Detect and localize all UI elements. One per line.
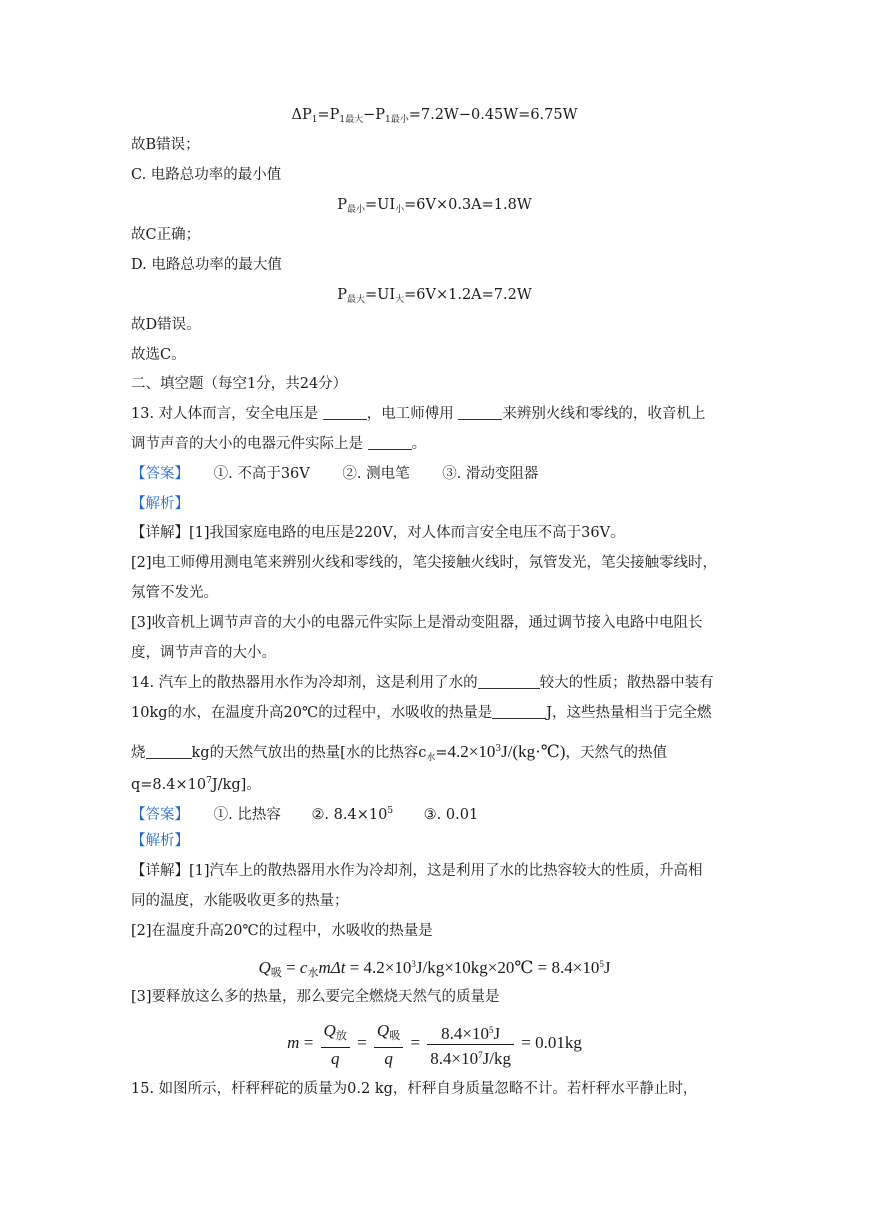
final-choice: 故选C。 [131,347,186,363]
q13-answer: 【答案】 ①. 不高于36V ②. 测电笔 ③. 滑动变阻器 [131,466,539,482]
equation-p-max: $P_{最大}=UI_大=6V\times 1.2A=7.2W$ [337,287,532,305]
q13-answer-1: ①. 不高于36V [213,466,310,482]
q13-answer-3: ③. 滑动变阻器 [442,466,539,482]
q14-detail-2: [2]在温度升高20℃的过程中，水吸收的热量是 [131,923,433,939]
q13-detail-3a: [3]收音机上调节声音的大小的电器元件实际上是滑动变阻器，通过调节接入电路中电阻长 [131,615,703,631]
equation-delta-p1: $\Delta P_1=P_{1最大}-P_{1最小}=7.2W-0.45W=6.75W$ [291,107,578,125]
q13-blank-1 [323,405,367,420]
q13-answer-2: ②. 测电笔 [342,466,410,482]
q14-blank-1 [478,674,540,689]
q14-answer: 【答案】 ①. 比热容 ②. $8.4\times 10^5$ ③. 0.01 [131,801,478,825]
option-d-text: D. 电路总功率的最大值 [131,257,282,273]
fraction-q-absorb: $\frac{Q_吸}{q}$ [374,1021,403,1068]
q14-answer-1: ①. 比热容 [213,807,281,823]
q13-line-2: 调节声音的大小的电器元件实际上是 。 [131,436,427,452]
section-title: 二、填空题（每空1分，共24分） [131,376,348,392]
q13-blank-3 [368,435,412,450]
q14-line-4: $q=8.4\times 10^7J/kg$]。 [131,776,261,793]
q14-detail-1a: 【详解】[1]汽车上的散热器用水作为冷却剂，这是利用了水的比热容较大的性质，升高相 [131,863,703,879]
q14-line-3: 烧 kg的天然气放出的热量[水的比热容$c_水=4.2\times 10^3J/(kg\cdot℃)$，天然气的热值 [131,742,667,763]
equation-gas-mass: m = $\frac{Q_放}{q}$ = $\frac{Q_吸}{q}$ = $\frac{8.4\times 10^5J}{8.4\times 10^7J/kg}$ = 0.01kg [287,1020,582,1068]
conclusion-d: 故D错误。 [131,317,201,333]
q13-detail-3b: 度，调节声音的大小。 [131,645,276,661]
q15-line-1: 15. 如图所示，杆秤秤砣的质量为0.2 kg，杆秤自身质量忽略不计。若杆秤水平静止时， [131,1081,698,1097]
q14-answer-2: ②. $8.4\times 10^5$ [311,806,394,823]
equation-heat-absorbed: $Q_吸 = c_水m\Delta t$ = $4.2\times 10^3J/kg\times 10kg\times 20℃ = 8.4\times 10^5J$ [258,958,611,979]
q14-detail-1b: 同的温度，水能吸收更多的热量； [131,893,349,909]
q13-detail-2b: 氖管不发光。 [131,585,218,601]
q14-line-1: 14. 汽车上的散热器用水作为冷却剂，这是利用了水的 较大的性质；散热器中装有 [131,675,714,691]
q13-detail-2a: [2]电工师傅用测电笔来辨别火线和零线的，笔尖接触火线时，氖管发光，笔尖接触零线时， [131,555,718,571]
q14-blank-3 [146,744,192,759]
q14-detail-3: [3]要释放这么多的热量，那么要完全燃烧天然气的质量是 [131,989,500,1005]
q13-line-1: 13. 对人体而言，安全电压是 ，电工师傅用 来辨别火线和零线的，收音机上 [131,406,706,422]
q13-analysis-label: 【解析】 [131,496,189,512]
q14-line-2: 10kg的水，在温度升高20℃的过程中，水吸收的热量是 J，这些热量相当于完全燃 [131,705,712,721]
equation-p-min: $P_{最小}=UI_小=6V\times 0.3A=1.8W$ [337,197,532,215]
q14-blank-2 [492,704,546,719]
q14-analysis-label: 【解析】 [131,833,189,849]
q13-detail-1: 【详解】[1]我国家庭电路的电压是220V，对人体而言安全电压不高于36V。 [131,525,625,541]
option-c-text: C. 电路总功率的最小值 [131,167,282,183]
conclusion-c: 故C正确； [131,227,201,243]
fraction-numeric: $\frac{8.4\times 10^5J}{8.4\times 10^7J/kg}$ [427,1021,514,1068]
conclusion-b: 故B错误； [131,137,200,153]
q14-answer-3: ③. 0.01 [423,807,479,823]
fraction-q-release: $\frac{Q_放}{q}$ [321,1021,350,1068]
q13-blank-2 [458,405,502,420]
